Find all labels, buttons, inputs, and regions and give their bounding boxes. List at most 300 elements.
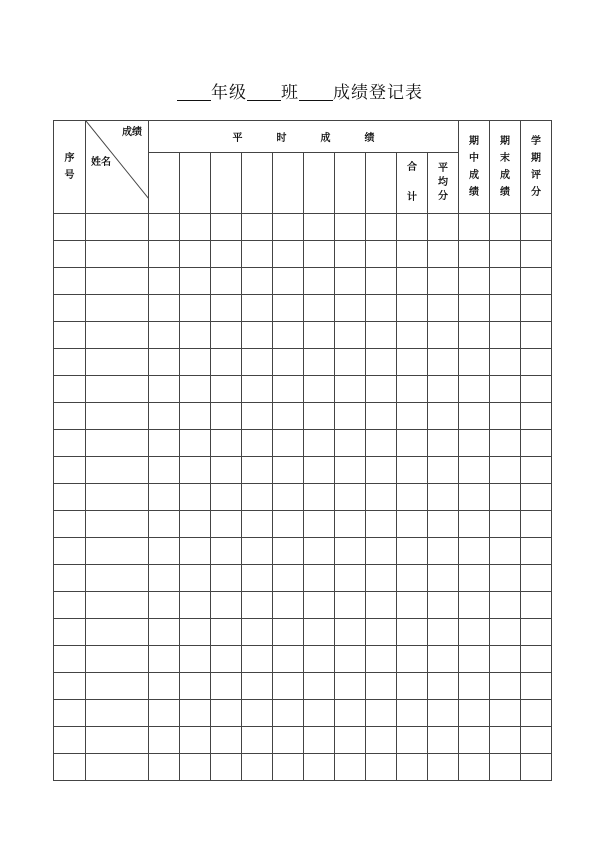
table-cell[interactable] xyxy=(490,646,521,673)
table-cell[interactable] xyxy=(149,457,180,484)
table-cell[interactable] xyxy=(211,754,242,781)
table-cell[interactable] xyxy=(366,457,397,484)
table-cell[interactable] xyxy=(273,268,304,295)
table-cell[interactable] xyxy=(397,565,428,592)
table-cell[interactable] xyxy=(86,619,149,646)
table-cell[interactable] xyxy=(211,619,242,646)
table-cell[interactable] xyxy=(366,241,397,268)
table-cell[interactable] xyxy=(180,376,211,403)
table-cell[interactable] xyxy=(335,376,366,403)
table-cell[interactable] xyxy=(521,349,552,376)
table-cell[interactable] xyxy=(490,376,521,403)
table-cell[interactable] xyxy=(335,430,366,457)
table-cell[interactable] xyxy=(242,376,273,403)
table-cell[interactable] xyxy=(335,403,366,430)
table-cell[interactable] xyxy=(149,727,180,754)
table-cell[interactable] xyxy=(335,565,366,592)
table-cell[interactable] xyxy=(54,268,86,295)
table-cell[interactable] xyxy=(366,295,397,322)
table-cell[interactable] xyxy=(304,295,335,322)
table-cell[interactable] xyxy=(54,349,86,376)
table-cell[interactable] xyxy=(242,403,273,430)
table-cell[interactable] xyxy=(149,214,180,241)
table-cell[interactable] xyxy=(54,727,86,754)
table-cell[interactable] xyxy=(86,349,149,376)
table-cell[interactable] xyxy=(459,484,490,511)
table-cell[interactable] xyxy=(366,430,397,457)
table-cell[interactable] xyxy=(149,619,180,646)
table-cell[interactable] xyxy=(304,214,335,241)
table-cell[interactable] xyxy=(242,700,273,727)
table-cell[interactable] xyxy=(521,511,552,538)
table-cell[interactable] xyxy=(242,511,273,538)
table-cell[interactable] xyxy=(242,430,273,457)
table-cell[interactable] xyxy=(490,538,521,565)
table-cell[interactable] xyxy=(304,484,335,511)
table-cell[interactable] xyxy=(459,727,490,754)
table-cell[interactable] xyxy=(304,646,335,673)
table-cell[interactable] xyxy=(335,349,366,376)
table-cell[interactable] xyxy=(304,268,335,295)
table-cell[interactable] xyxy=(86,511,149,538)
table-cell[interactable] xyxy=(180,538,211,565)
table-cell[interactable] xyxy=(180,565,211,592)
table-cell[interactable] xyxy=(273,457,304,484)
table-cell[interactable] xyxy=(521,565,552,592)
table-cell[interactable] xyxy=(428,457,459,484)
table-cell[interactable] xyxy=(54,403,86,430)
table-cell[interactable] xyxy=(86,376,149,403)
table-cell[interactable] xyxy=(459,754,490,781)
table-cell[interactable] xyxy=(304,376,335,403)
table-cell[interactable] xyxy=(428,322,459,349)
table-cell[interactable] xyxy=(304,430,335,457)
table-cell[interactable] xyxy=(335,538,366,565)
table-cell[interactable] xyxy=(366,619,397,646)
table-cell[interactable] xyxy=(86,268,149,295)
table-cell[interactable] xyxy=(335,214,366,241)
table-cell[interactable] xyxy=(54,241,86,268)
table-cell[interactable] xyxy=(335,727,366,754)
table-cell[interactable] xyxy=(428,484,459,511)
table-cell[interactable] xyxy=(304,754,335,781)
table-cell[interactable] xyxy=(211,430,242,457)
table-cell[interactable] xyxy=(180,241,211,268)
table-cell[interactable] xyxy=(335,592,366,619)
table-cell[interactable] xyxy=(180,268,211,295)
table-cell[interactable] xyxy=(86,646,149,673)
table-cell[interactable] xyxy=(149,349,180,376)
table-cell[interactable] xyxy=(428,565,459,592)
table-cell[interactable] xyxy=(490,565,521,592)
table-cell[interactable] xyxy=(242,349,273,376)
table-cell[interactable] xyxy=(366,376,397,403)
table-cell[interactable] xyxy=(335,241,366,268)
table-cell[interactable] xyxy=(211,511,242,538)
table-cell[interactable] xyxy=(459,403,490,430)
table-cell[interactable] xyxy=(335,619,366,646)
table-cell[interactable] xyxy=(211,403,242,430)
table-cell[interactable] xyxy=(490,727,521,754)
table-cell[interactable] xyxy=(304,322,335,349)
table-cell[interactable] xyxy=(459,592,490,619)
table-cell[interactable] xyxy=(428,376,459,403)
table-cell[interactable] xyxy=(366,700,397,727)
table-cell[interactable] xyxy=(459,349,490,376)
table-cell[interactable] xyxy=(86,403,149,430)
table-cell[interactable] xyxy=(54,457,86,484)
table-cell[interactable] xyxy=(149,538,180,565)
table-cell[interactable] xyxy=(490,619,521,646)
table-cell[interactable] xyxy=(54,430,86,457)
table-cell[interactable] xyxy=(397,484,428,511)
table-cell[interactable] xyxy=(428,214,459,241)
table-cell[interactable] xyxy=(428,511,459,538)
table-cell[interactable] xyxy=(397,673,428,700)
table-cell[interactable] xyxy=(397,349,428,376)
table-cell[interactable] xyxy=(521,322,552,349)
table-cell[interactable] xyxy=(490,700,521,727)
table-cell[interactable] xyxy=(459,268,490,295)
table-cell[interactable] xyxy=(211,565,242,592)
table-cell[interactable] xyxy=(54,322,86,349)
table-cell[interactable] xyxy=(366,511,397,538)
table-cell[interactable] xyxy=(86,700,149,727)
table-cell[interactable] xyxy=(273,754,304,781)
table-cell[interactable] xyxy=(428,700,459,727)
table-cell[interactable] xyxy=(366,484,397,511)
table-cell[interactable] xyxy=(54,214,86,241)
table-cell[interactable] xyxy=(490,754,521,781)
table-cell[interactable] xyxy=(366,565,397,592)
table-cell[interactable] xyxy=(304,592,335,619)
table-cell[interactable] xyxy=(149,403,180,430)
table-cell[interactable] xyxy=(428,619,459,646)
table-cell[interactable] xyxy=(211,592,242,619)
table-cell[interactable] xyxy=(459,430,490,457)
table-cell[interactable] xyxy=(397,457,428,484)
table-cell[interactable] xyxy=(86,754,149,781)
table-cell[interactable] xyxy=(397,754,428,781)
table-cell[interactable] xyxy=(521,673,552,700)
table-cell[interactable] xyxy=(490,268,521,295)
table-cell[interactable] xyxy=(335,673,366,700)
table-cell[interactable] xyxy=(490,295,521,322)
table-cell[interactable] xyxy=(397,511,428,538)
table-cell[interactable] xyxy=(180,214,211,241)
table-cell[interactable] xyxy=(366,538,397,565)
table-cell[interactable] xyxy=(242,592,273,619)
table-cell[interactable] xyxy=(54,619,86,646)
table-cell[interactable] xyxy=(180,727,211,754)
table-cell[interactable] xyxy=(86,295,149,322)
table-cell[interactable] xyxy=(211,376,242,403)
table-cell[interactable] xyxy=(149,592,180,619)
table-cell[interactable] xyxy=(397,241,428,268)
table-cell[interactable] xyxy=(273,241,304,268)
table-cell[interactable] xyxy=(490,214,521,241)
table-cell[interactable] xyxy=(366,268,397,295)
table-cell[interactable] xyxy=(459,295,490,322)
table-cell[interactable] xyxy=(149,430,180,457)
table-cell[interactable] xyxy=(366,592,397,619)
table-cell[interactable] xyxy=(54,511,86,538)
table-cell[interactable] xyxy=(428,592,459,619)
table-cell[interactable] xyxy=(397,322,428,349)
table-cell[interactable] xyxy=(521,403,552,430)
table-cell[interactable] xyxy=(242,646,273,673)
table-cell[interactable] xyxy=(304,511,335,538)
table-cell[interactable] xyxy=(149,484,180,511)
table-cell[interactable] xyxy=(459,565,490,592)
table-cell[interactable] xyxy=(180,295,211,322)
table-cell[interactable] xyxy=(428,646,459,673)
table-cell[interactable] xyxy=(459,241,490,268)
table-cell[interactable] xyxy=(211,700,242,727)
table-cell[interactable] xyxy=(304,403,335,430)
table-cell[interactable] xyxy=(149,754,180,781)
table-cell[interactable] xyxy=(428,241,459,268)
table-cell[interactable] xyxy=(273,376,304,403)
table-cell[interactable] xyxy=(242,457,273,484)
table-cell[interactable] xyxy=(304,700,335,727)
table-cell[interactable] xyxy=(180,673,211,700)
table-cell[interactable] xyxy=(54,673,86,700)
table-cell[interactable] xyxy=(521,268,552,295)
table-cell[interactable] xyxy=(211,349,242,376)
table-cell[interactable] xyxy=(459,376,490,403)
table-cell[interactable] xyxy=(211,214,242,241)
table-cell[interactable] xyxy=(304,241,335,268)
table-cell[interactable] xyxy=(366,214,397,241)
table-cell[interactable] xyxy=(54,565,86,592)
table-cell[interactable] xyxy=(242,538,273,565)
table-cell[interactable] xyxy=(304,349,335,376)
table-cell[interactable] xyxy=(521,619,552,646)
table-cell[interactable] xyxy=(273,322,304,349)
table-cell[interactable] xyxy=(490,511,521,538)
table-cell[interactable] xyxy=(242,754,273,781)
table-cell[interactable] xyxy=(242,673,273,700)
table-cell[interactable] xyxy=(428,673,459,700)
table-cell[interactable] xyxy=(149,376,180,403)
table-cell[interactable] xyxy=(366,754,397,781)
table-cell[interactable] xyxy=(273,538,304,565)
table-cell[interactable] xyxy=(521,592,552,619)
table-cell[interactable] xyxy=(490,430,521,457)
table-cell[interactable] xyxy=(86,727,149,754)
table-cell[interactable] xyxy=(86,214,149,241)
table-cell[interactable] xyxy=(459,322,490,349)
table-cell[interactable] xyxy=(397,403,428,430)
table-cell[interactable] xyxy=(459,214,490,241)
table-cell[interactable] xyxy=(211,538,242,565)
table-cell[interactable] xyxy=(459,538,490,565)
table-cell[interactable] xyxy=(428,295,459,322)
table-cell[interactable] xyxy=(428,268,459,295)
table-cell[interactable] xyxy=(490,349,521,376)
table-cell[interactable] xyxy=(397,700,428,727)
table-cell[interactable] xyxy=(304,538,335,565)
table-cell[interactable] xyxy=(366,727,397,754)
table-cell[interactable] xyxy=(54,592,86,619)
table-cell[interactable] xyxy=(273,673,304,700)
table-cell[interactable] xyxy=(54,295,86,322)
table-cell[interactable] xyxy=(211,646,242,673)
table-cell[interactable] xyxy=(54,646,86,673)
table-cell[interactable] xyxy=(335,511,366,538)
table-cell[interactable] xyxy=(86,457,149,484)
table-cell[interactable] xyxy=(428,754,459,781)
table-cell[interactable] xyxy=(180,700,211,727)
table-cell[interactable] xyxy=(273,700,304,727)
table-cell[interactable] xyxy=(180,592,211,619)
table-cell[interactable] xyxy=(521,727,552,754)
table-cell[interactable] xyxy=(273,619,304,646)
table-cell[interactable] xyxy=(459,457,490,484)
table-cell[interactable] xyxy=(428,403,459,430)
table-cell[interactable] xyxy=(242,322,273,349)
table-cell[interactable] xyxy=(180,511,211,538)
table-cell[interactable] xyxy=(397,646,428,673)
table-cell[interactable] xyxy=(242,268,273,295)
table-cell[interactable] xyxy=(335,322,366,349)
table-cell[interactable] xyxy=(86,673,149,700)
table-cell[interactable] xyxy=(273,295,304,322)
table-cell[interactable] xyxy=(149,646,180,673)
table-cell[interactable] xyxy=(428,349,459,376)
table-cell[interactable] xyxy=(459,646,490,673)
table-cell[interactable] xyxy=(397,538,428,565)
table-cell[interactable] xyxy=(397,430,428,457)
table-cell[interactable] xyxy=(304,619,335,646)
table-cell[interactable] xyxy=(149,673,180,700)
table-cell[interactable] xyxy=(521,376,552,403)
table-cell[interactable] xyxy=(211,241,242,268)
table-cell[interactable] xyxy=(211,727,242,754)
table-cell[interactable] xyxy=(149,322,180,349)
table-cell[interactable] xyxy=(273,511,304,538)
table-cell[interactable] xyxy=(335,700,366,727)
table-cell[interactable] xyxy=(273,214,304,241)
table-cell[interactable] xyxy=(366,349,397,376)
table-cell[interactable] xyxy=(180,457,211,484)
table-cell[interactable] xyxy=(211,484,242,511)
table-cell[interactable] xyxy=(149,295,180,322)
table-cell[interactable] xyxy=(86,241,149,268)
table-cell[interactable] xyxy=(273,430,304,457)
table-cell[interactable] xyxy=(335,646,366,673)
table-cell[interactable] xyxy=(335,484,366,511)
table-cell[interactable] xyxy=(459,700,490,727)
table-cell[interactable] xyxy=(366,322,397,349)
table-cell[interactable] xyxy=(490,457,521,484)
table-cell[interactable] xyxy=(521,430,552,457)
table-cell[interactable] xyxy=(273,592,304,619)
table-cell[interactable] xyxy=(366,403,397,430)
table-cell[interactable] xyxy=(521,646,552,673)
table-cell[interactable] xyxy=(304,457,335,484)
table-cell[interactable] xyxy=(211,268,242,295)
table-cell[interactable] xyxy=(180,484,211,511)
table-cell[interactable] xyxy=(397,295,428,322)
table-cell[interactable] xyxy=(273,484,304,511)
table-cell[interactable] xyxy=(428,727,459,754)
table-cell[interactable] xyxy=(521,538,552,565)
table-cell[interactable] xyxy=(428,538,459,565)
table-cell[interactable] xyxy=(273,349,304,376)
table-cell[interactable] xyxy=(54,538,86,565)
table-cell[interactable] xyxy=(397,619,428,646)
table-cell[interactable] xyxy=(397,376,428,403)
table-cell[interactable] xyxy=(242,727,273,754)
table-cell[interactable] xyxy=(242,484,273,511)
table-cell[interactable] xyxy=(149,565,180,592)
table-cell[interactable] xyxy=(242,295,273,322)
table-cell[interactable] xyxy=(180,619,211,646)
table-cell[interactable] xyxy=(273,646,304,673)
table-cell[interactable] xyxy=(54,754,86,781)
table-cell[interactable] xyxy=(273,403,304,430)
table-cell[interactable] xyxy=(86,430,149,457)
table-cell[interactable] xyxy=(242,241,273,268)
table-cell[interactable] xyxy=(521,457,552,484)
table-cell[interactable] xyxy=(149,241,180,268)
table-cell[interactable] xyxy=(521,700,552,727)
table-cell[interactable] xyxy=(397,727,428,754)
table-cell[interactable] xyxy=(490,484,521,511)
table-cell[interactable] xyxy=(397,214,428,241)
table-cell[interactable] xyxy=(149,268,180,295)
table-cell[interactable] xyxy=(428,430,459,457)
table-cell[interactable] xyxy=(397,592,428,619)
table-cell[interactable] xyxy=(211,322,242,349)
table-cell[interactable] xyxy=(273,727,304,754)
table-cell[interactable] xyxy=(86,484,149,511)
table-cell[interactable] xyxy=(242,565,273,592)
table-cell[interactable] xyxy=(180,349,211,376)
table-cell[interactable] xyxy=(149,700,180,727)
table-cell[interactable] xyxy=(490,241,521,268)
table-cell[interactable] xyxy=(521,241,552,268)
table-cell[interactable] xyxy=(459,511,490,538)
table-cell[interactable] xyxy=(459,619,490,646)
table-cell[interactable] xyxy=(490,403,521,430)
table-cell[interactable] xyxy=(490,673,521,700)
table-cell[interactable] xyxy=(521,484,552,511)
table-cell[interactable] xyxy=(335,295,366,322)
table-cell[interactable] xyxy=(273,565,304,592)
table-cell[interactable] xyxy=(366,673,397,700)
table-cell[interactable] xyxy=(211,673,242,700)
table-cell[interactable] xyxy=(54,484,86,511)
table-cell[interactable] xyxy=(335,457,366,484)
table-cell[interactable] xyxy=(304,673,335,700)
table-cell[interactable] xyxy=(490,322,521,349)
table-cell[interactable] xyxy=(86,322,149,349)
table-cell[interactable] xyxy=(86,592,149,619)
table-cell[interactable] xyxy=(54,700,86,727)
table-cell[interactable] xyxy=(304,565,335,592)
table-cell[interactable] xyxy=(54,376,86,403)
table-cell[interactable] xyxy=(180,646,211,673)
table-cell[interactable] xyxy=(180,403,211,430)
table-cell[interactable] xyxy=(459,673,490,700)
table-cell[interactable] xyxy=(366,646,397,673)
table-cell[interactable] xyxy=(149,511,180,538)
table-cell[interactable] xyxy=(335,268,366,295)
table-cell[interactable] xyxy=(490,592,521,619)
